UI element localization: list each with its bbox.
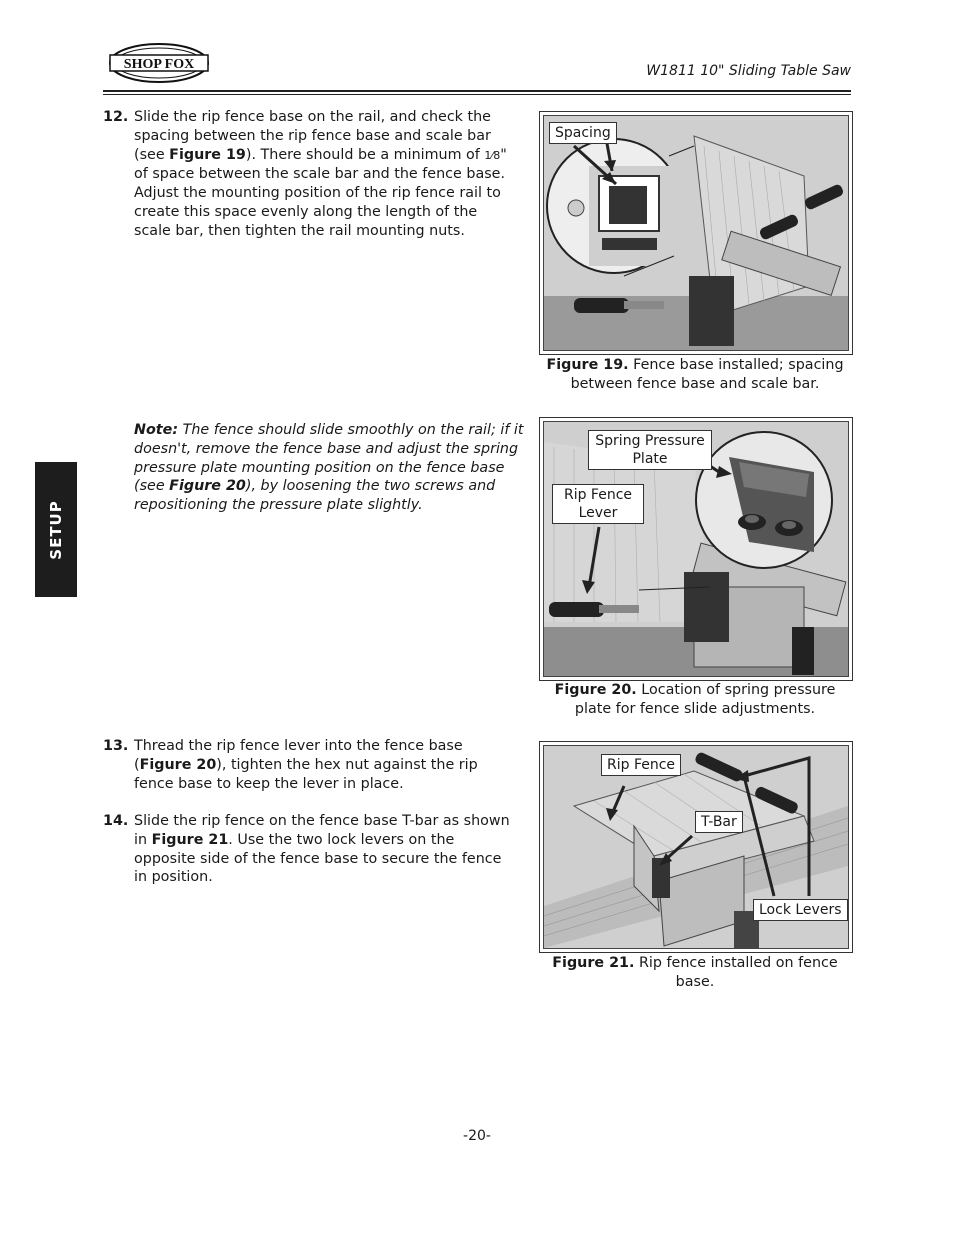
step-14 bbox=[103, 812, 513, 887]
step-text: Slide the rip fence base on the rail, and check the spacing between the rip fence base and scale bar (see Figure 19). There should be a minimum of 1⁄8" of space between the scale bar and the fence base. Adjust the mounting position of the rip fence rail to create this space evenly along the length of the scale bar, then tighten the rail mounting nuts. bbox=[134, 109, 507, 239]
page-number: -20- bbox=[463, 1128, 491, 1144]
figure-reference: Figure 20 bbox=[139, 756, 217, 773]
figure-reference: Figure 19 bbox=[169, 146, 246, 163]
figure-21 bbox=[539, 741, 853, 953]
note-label: Note: bbox=[134, 422, 179, 438]
fraction: 1⁄8 bbox=[484, 148, 501, 162]
figure-19-caption: Figure 19. Fence base installed; spacing between fence base and scale bar. bbox=[546, 357, 844, 392]
step-text: Thread the rip fence lever into the fence base (Figure 20), tighten the hex nut against the rip fence base to keep the lever in place. bbox=[134, 738, 478, 792]
step-number: 14. bbox=[103, 813, 129, 829]
step-text: Slide the rip fence on the fence base T-bar as shown in Figure 21. Use the two lock levers on the opposite side of the fence base to secure the fence in position. bbox=[134, 813, 510, 886]
section-tab bbox=[35, 462, 77, 597]
section-tab-label: SETUP bbox=[47, 499, 65, 560]
figure-20-caption: Figure 20. Location of spring pressure plate for fence slide adjustments. bbox=[554, 682, 836, 717]
callout-spring-pressure-plate: Spring Pressure Plate bbox=[588, 430, 712, 470]
step-12 bbox=[103, 108, 513, 241]
step-13 bbox=[103, 737, 513, 793]
svg-text:SHOP FOX: SHOP FOX bbox=[123, 57, 195, 72]
document-title: W1811 10" Sliding Table Saw bbox=[646, 63, 851, 79]
callout-spacing: Spacing bbox=[549, 122, 617, 144]
callout-t-bar: T-Bar bbox=[695, 811, 743, 833]
figure-reference: Figure 21 bbox=[151, 831, 229, 848]
figure-19-photo bbox=[543, 115, 849, 351]
callout-lock-levers: Lock Levers bbox=[753, 899, 848, 921]
figure-reference: Figure 20 bbox=[169, 478, 246, 495]
callout-rip-fence-lever: Rip Fence Lever bbox=[552, 484, 644, 524]
figure-20 bbox=[539, 417, 853, 681]
step-number: 13. bbox=[103, 738, 129, 754]
callout-rip-fence: Rip Fence bbox=[601, 754, 681, 776]
figure-21-photo bbox=[543, 745, 849, 949]
header-rule-thin bbox=[103, 94, 851, 95]
figure-21-caption: Figure 21. Rip fence installed on fence base. bbox=[552, 955, 838, 990]
step-number: 12. bbox=[103, 109, 129, 125]
header-rule bbox=[103, 90, 851, 92]
figure-19 bbox=[539, 111, 853, 355]
shop-fox-logo bbox=[108, 42, 210, 84]
figure-20-photo bbox=[543, 421, 849, 677]
note: Note: The fence should slide smoothly on the rail; if it doesn't, remove the fence base and adjust the spring pressure plate mounting position on the fence base (see Figure 20), by loosening the two screws and repositioning the pressure plate slightly. bbox=[134, 422, 524, 514]
